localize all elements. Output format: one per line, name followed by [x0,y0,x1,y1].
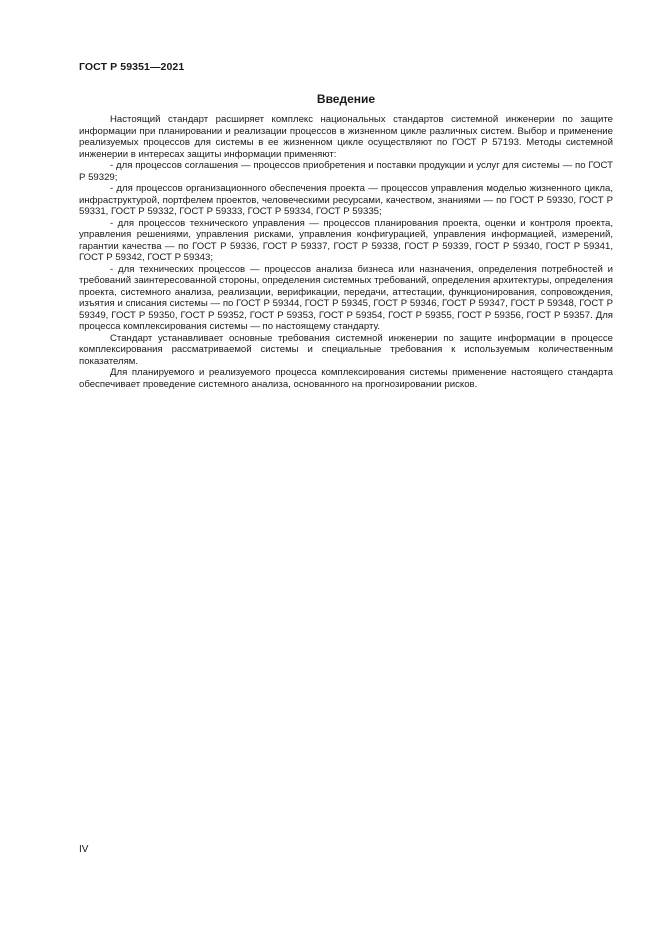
paragraph-organizational-processes: - для процессов организационного обеспечения проекта — процессов управления моделью жизненного цикла, инфраструктурой, портфелем проектов, человеческими ресурсами, качеством, знаниями — по ГОСТ Р 59330, ГОСТ Р 59331, ГОСТ Р 59332, ГОСТ Р 59333, ГОСТ Р 59334, ГОСТ Р 59335; [79,183,613,217]
paragraph-risk-analysis: Для планируемого и реализуемого процесса комплексирования системы применение настоящего стандарта обеспечивает проведение системного анализа, основанного на прогнозировании рисков. [79,367,613,390]
paragraph-intro: Настоящий стандарт расширяет комплекс национальных стандартов системной инженерии по защите информации при планировании и реализации процессов в жизненном цикле различных систем. Выбор и применение реализуемых процессов для системы в ее жизненном цикле осуществляют по ГОСТ Р 57193. Методы системной инженерии в интересах защиты информации применяют: [79,114,613,160]
body-text [79,114,613,390]
section-title: Введение [316,92,376,106]
paragraph-technical-processes: - для технических процессов — процессов анализа бизнеса или назначения, определения потребностей и требований заинтересованной стороны, определения системных требований, определения архитектуры, определения проекта, системного анализа, реализации, верификации, передачи, аттестации, функционирования, сопровождения, изъятия и списания системы — по ГОСТ Р 59344, ГОСТ Р 59345, ГОСТ Р 59346, ГОСТ Р 59347, ГОСТ Р 59348, ГОСТ Р 59349, ГОСТ Р 59350, ГОСТ Р 59352, ГОСТ Р 59353, ГОСТ Р 59354, ГОСТ Р 59355, ГОСТ Р 59356, ГОСТ Р 59357. Для процесса комплексирования системы — по настоящему стандарту. [79,263,613,332]
page-number: IV [79,844,89,855]
paragraph-standard-scope: Стандарт устанавливает основные требования системной инженерии по защите информации в процессе комплексирования рассматриваемой системы и специальные требования к используемым количественным показателям. [79,332,613,367]
paragraph-agreement-processes: - для процессов соглашения — процессов приобретения и поставки продукции и услуг для системы — по ГОСТ Р 59329; [79,160,613,183]
paragraph-technical-management-processes: - для процессов технического управления — процессов планирования проекта, оценки и контроля проекта, управления решениями, управления рисками, управления конфигурацией, управления информацией, измерений, гарантии качества — по ГОСТ Р 59336, ГОСТ Р 59337, ГОСТ Р 59338, ГОСТ Р 59339, ГОСТ Р 59340, ГОСТ Р 59341, ГОСТ Р 59342, ГОСТ Р 59343; [79,217,613,263]
document-code-header: ГОСТ Р 59351—2021 [79,61,185,73]
